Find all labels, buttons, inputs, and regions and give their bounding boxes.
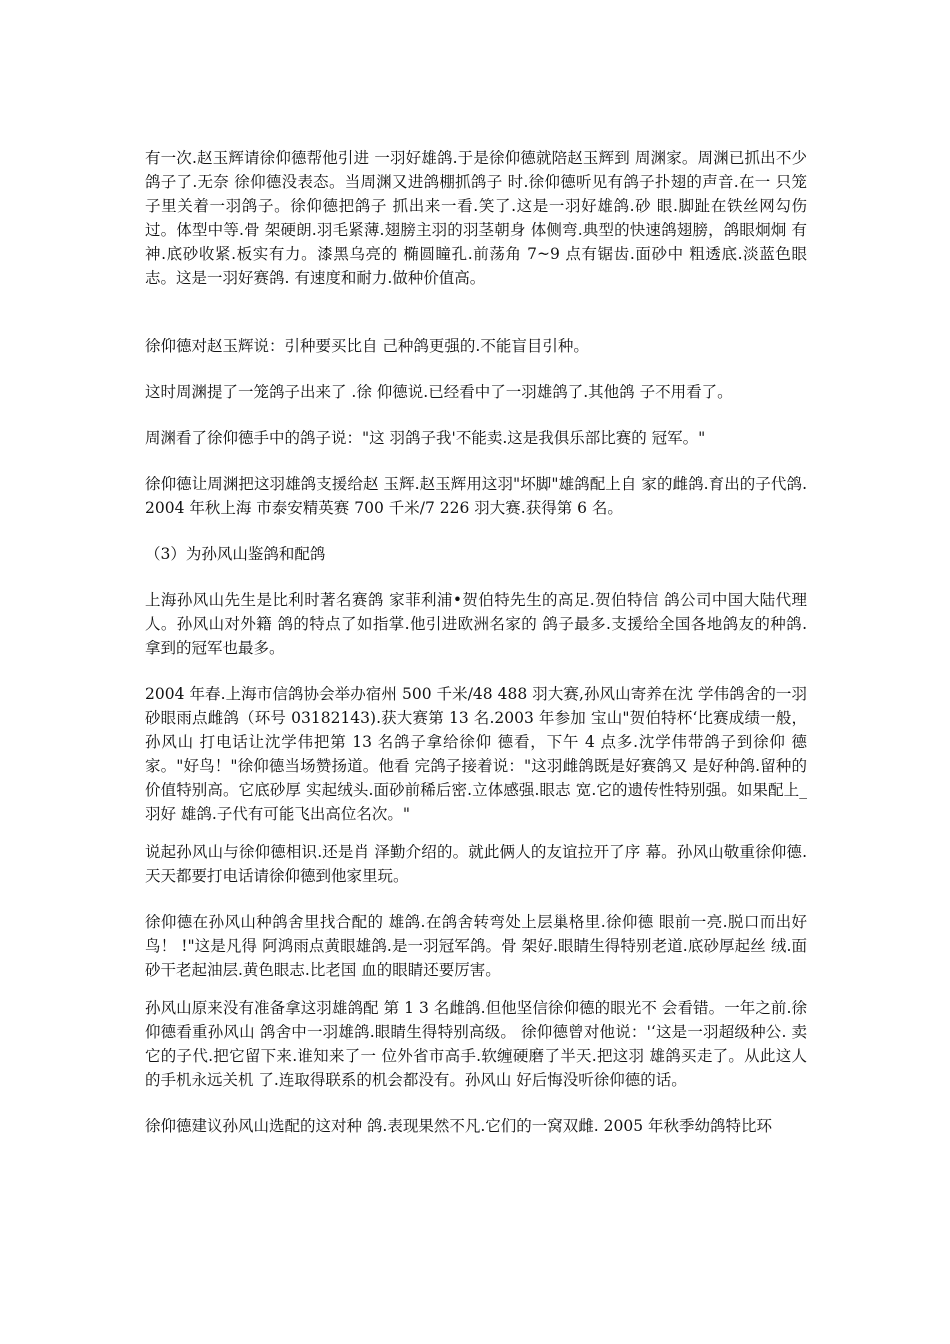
paragraph-11: 徐仰德建议孙风山选配的这对种 鸽.表现果然不凡.它们的一窝双雌. 2005 年秋季幼鸽特比环 bbox=[145, 1117, 773, 1135]
paragraph-7: 2004 年春.上海市信鸽协会举办宿州 500 千米/48 488 羽大赛,孙风山寄养在沈 学伟鸽舍的一羽砂眼雨点雌鸽（环号 03182143).获大赛第 13 名.2003 年参加 宝山"贺伯特杯‘比赛成绩一般，孙风山 打电话让沈学伟把第 13 名鸽子拿给徐仰 德看，下午 4 点多.沈学伟带鸽子到徐仰 德家。"好鸟！"徐仰德当场赞扬道。他看 完鸽子接着说："这羽雌鸽既是好赛鸽又 是好种鸽.留种的价值特别高。它底砂厚 实起绒头.面砂前稀后密.立体感强.眼志 宽.它的遗传性特别强。如果配上_羽好 雄鸽.子代有可能飞出高位名次。" bbox=[145, 685, 807, 823]
paragraph-10: 孙风山原来没有准备拿这羽雄鸽配 第 1 3 名雌鸽.但他坚信徐仰德的眼光不 会看错。一年之前.徐仰德看重孙风山 鸽舍中一羽雄鸽.眼睛生得特别高级。 徐仰德曾对他说：'‘这是一羽超级种公. 卖它的子代.把它留下来.谁知来了一 位外省市高手.软缠硬磨了半天.把这羽 雄鸽买走了。从此这人的手机永远关机 了.连取得联系的机会都没有。孙风山 好后悔没听徐仰德的话。 bbox=[145, 999, 807, 1089]
paragraph-6: 上海孙风山先生是比利时著名赛鸽 家菲利浦•贺伯特先生的高足.贺伯特信 鸽公司中国大陆代理人。孙风山对外籍 鸽的特点了如指掌.他引进欧洲名家的 鸽子最多.支援给全国各地鸽友的种鸽. 拿到的冠军也最多。 bbox=[145, 591, 807, 657]
paragraph-9: 徐仰德在孙风山种鸽舍里找合配的 雄鸽.在鸽舍转弯处上层巢格里.徐仰德 眼前一亮.脱口而出好鸟！ !"这是凡得 阿鸿雨点黄眼雄鸽.是一羽冠军鸽。骨 架好.眼睛生得特别老道.底砂厚起丝 绒.面砂干老起油层.黄色眼志.比老国 血的眼睛还要厉害。 bbox=[145, 913, 807, 979]
paragraph-8: 说起孙风山与徐仰德相识.还是肖 泽勤介绍的。就此俩人的友谊拉开了序 幕。孙风山敬重徐仰德.天天都要打电话请徐仰德到他家里玩。 bbox=[145, 843, 807, 885]
section-heading: （3）为孙风山鉴鸽和配鸽 bbox=[145, 545, 326, 563]
paragraph-4: 周渊看了徐仰德手中的鸽子说："这 羽鸽子我'不能卖.这是我俱乐部比赛的 冠军。" bbox=[145, 429, 706, 447]
paragraph-5: 徐仰德让周渊把这羽雄鸽支援给赵 玉辉.赵玉辉用这羽"坏脚"雄鸽配上自 家的雌鸽.育出的子代鸽.2004 年秋上海 市泰安精英赛 700 千米/7 226 羽大赛.获得第 6 名。 bbox=[145, 475, 807, 517]
document-page bbox=[145, 146, 807, 1138]
paragraph-2: 徐仰德对赵玉辉说：引种要买比自 己种鸽更强的.不能盲目引种。 bbox=[145, 337, 589, 355]
paragraph-3: 这时周渊提了一笼鸽子出来了 .徐 仰德说.已经看中了一羽雄鸽了.其他鸽 子不用看了。 bbox=[145, 383, 733, 401]
paragraph-1: 有一次.赵玉辉请徐仰德帮他引进 一羽好雄鸽.于是徐仰德就陪赵玉辉到 周渊家。周渊已抓出不少鸽子了.无奈 徐仰德没表态。当周渊又进鸽棚抓鸽子 时.徐仰德听见有鸽子扑翅的声音.在一 只笼子里关着一羽鸽子。徐仰德把鸽子 抓出来一看.笑了.这是一羽好雄鸽.砂 眼.脚趾在铁丝网勾伤过。体型中等.骨 架硬朗.羽毛紧薄.翅膀主羽的羽茎朝身 体侧弯.典型的快速鸽翅膀，鸽眼炯炯 有神.底砂收紧.板实有力。漆黑乌亮的 椭圆瞳孔.前荡角 7~9 点有锯齿.面砂中 粗透底.淡蓝色眼志。这是一羽好赛鸽. 有速度和耐力.做种价值高。 bbox=[145, 149, 807, 287]
